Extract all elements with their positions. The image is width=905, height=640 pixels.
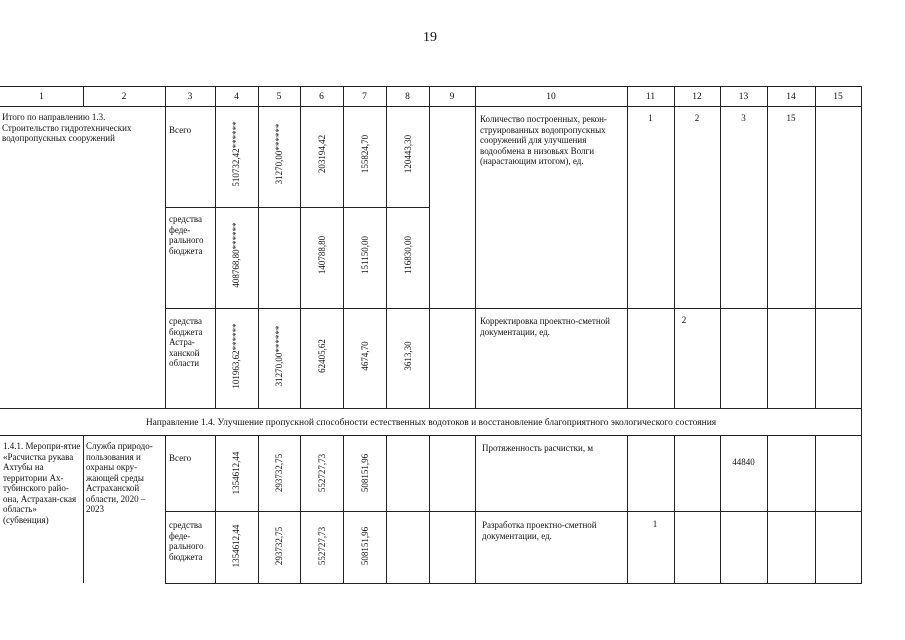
row-total-c7: 155824,70 (360, 134, 370, 174)
section-1-3-title: Итого по направлению 1.3. Строительство гидротехнических водопропускных сооружений (2, 112, 132, 143)
col-header-15: 15 (833, 92, 843, 102)
indicator-1-c12: 2 (694, 113, 700, 123)
indicator-structures-count: Количество построенных, рекон-струированных водопропускных сооружений для улучшения водообмена в низовьях Волги (нарастающим итогом), ед. (480, 114, 607, 166)
col-header-7: 7 (362, 92, 367, 102)
col-header-14: 14 (786, 92, 796, 102)
direction-1-4-heading: Направление 1.4. Улучшение пропускной способности естественных водотоков и восстановление благоприятного экологического состояния (145, 418, 717, 428)
m-row-total-c5: 293732,75 (274, 453, 284, 493)
m-row-federal-source: средства феде-рального бюджета (169, 520, 204, 562)
indicator-clearing-length: Протяженность расчистки, м (482, 443, 594, 453)
col-header-1: 1 (39, 92, 44, 102)
row-regional-c4: 101963,62****** (231, 323, 241, 389)
m-row-federal-c7: 508151,96 (360, 526, 370, 566)
row-federal-source: средства феде-рального бюджета (169, 214, 204, 256)
row-regional-source: средства бюджета Астра-ханской области (169, 316, 203, 368)
indicator-1-c13: 3 (741, 113, 746, 123)
indicator-1-c11: 1 (648, 113, 653, 123)
col-header-5: 5 (276, 92, 282, 102)
col-header-8: 8 (405, 92, 410, 102)
col-header-10: 10 (546, 92, 556, 102)
m-row-total-c6: 552727,73 (317, 453, 327, 493)
row-total-c8: 120443,30 (403, 134, 413, 174)
col-header-12: 12 (692, 92, 702, 102)
measure-1-4-1-executor: Служба природо-пользования и охраны окру-жающей среды Астраханской области, 2020 – 2023 (86, 441, 153, 514)
col-header-3: 3 (187, 92, 193, 102)
m-row-total-source: Всего (169, 453, 192, 463)
row-total-c6: 203194,42 (317, 134, 327, 174)
measure-1-4-1-title: 1.4.1. Меропри-ятие «Расчистка рукава Ахтубы на территории Ах-тубинского райо-она, Астрахан-ская область» (субвенция) (3, 441, 81, 525)
indicator-design-c11: 1 (652, 519, 658, 529)
col-header-6: 6 (319, 92, 324, 102)
page-number: 19 (423, 30, 437, 45)
indicator-1-c14: 15 (786, 113, 796, 123)
row-regional-c5: 31270,00****** (274, 325, 284, 387)
row-total-c5: 31270,00****** (274, 123, 284, 185)
row-federal-c8: 116830,00 (403, 236, 413, 274)
row-federal-c7: 151150,00 (360, 236, 370, 274)
m-row-federal-c5: 293732,75 (274, 526, 284, 566)
indicator-2-c12: 2 (681, 315, 687, 325)
m-row-federal-c6: 552727,73 (317, 526, 327, 566)
row-federal-c4: 408768,80****** (231, 222, 241, 288)
indicator-design-correction: Корректировка проектно-сметной документации, ед. (480, 316, 610, 337)
row-regional-c7: 4674,70 (360, 341, 370, 371)
m-row-total-c7: 508151,96 (360, 453, 370, 493)
m-row-federal-c4: 1354612,44 (231, 524, 241, 568)
col-header-4: 4 (234, 92, 239, 102)
col-header-2: 2 (121, 92, 127, 102)
row-federal-c6: 140788,80 (317, 235, 327, 275)
col-header-9: 9 (449, 92, 455, 102)
indicator-design-development: Разработка проектно-сметной документации, ед. (482, 520, 597, 541)
row-regional-c8: 3613,30 (403, 341, 413, 371)
indicator-clearing-c13: 44840 (732, 457, 755, 467)
row-total-source: Всего (169, 125, 192, 135)
col-header-11: 11 (645, 92, 656, 102)
row-total-c4: 510732,42****** (231, 121, 241, 187)
col-header-13: 13 (738, 92, 749, 102)
m-row-total-c4: 1354612,44 (231, 451, 241, 495)
row-regional-c6: 62405,62 (317, 339, 327, 373)
